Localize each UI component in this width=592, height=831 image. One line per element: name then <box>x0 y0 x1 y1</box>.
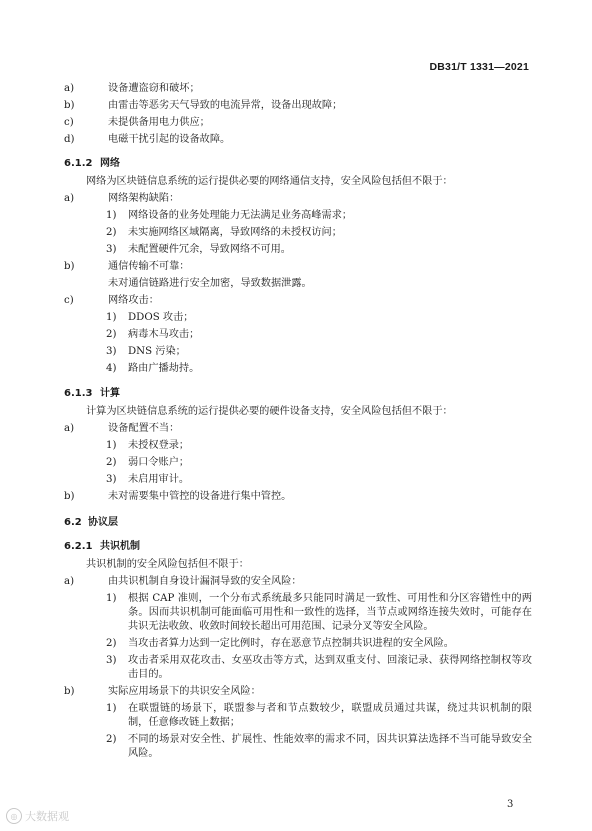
section-heading: 6.1.2 网络 <box>64 158 120 169</box>
sub-list-item: 3) 攻击者采用双花攻击、女巫攻击等方式，达到双重支付、回滚记录、获得网络控制权等攻击目的。 <box>106 655 532 680</box>
sub-list-item: 2) 未实施网络区域隔离，导致网络的未授权访问； <box>106 227 342 238</box>
sub-list-item: 2) 弱口令账户； <box>106 457 190 468</box>
page-number: 3 <box>507 799 514 810</box>
watermark-logo-icon: ◎ <box>6 808 22 824</box>
paragraph: 共识机制的安全风险包括但不限于： <box>86 559 249 570</box>
list-item: a) 网络架构缺陷： <box>64 193 180 204</box>
sub-list-item: 1) 根据 CAP 准则，一个分布式系统最多只能同时满足一致性、可用性和分区容错性中的两条。因而共识机制可能面临可用性和一致性的选择，当节点或网络连接失效时，可能存在共识无法收敛、收敛时间较长超出可用范围、记录分叉等安全风险。 <box>106 593 532 632</box>
sub-list-item: 3) 未配置硬件冗余，导致网络不可用。 <box>106 244 291 255</box>
paragraph: 未对通信链路进行安全加密，导致数据泄露。 <box>108 278 312 289</box>
watermark <box>6 808 69 824</box>
sub-list-item: 3) DNS 污染； <box>106 346 186 357</box>
section-heading: 6.2 协议层 <box>64 517 118 528</box>
sub-list-item: 2) 病毒木马攻击； <box>106 329 200 340</box>
standard-code: DB31/T 1331—2021 <box>429 61 529 73</box>
sub-list-item: 2) 不同的场景对安全性、扩展性、性能效率的需求不同，因共识算法选择不当可能导致安全风险。 <box>106 734 532 759</box>
sub-list-item: 4) 路由广播劫持。 <box>106 363 200 374</box>
list-item: a) 设备遭盗窃和破坏； <box>64 83 200 94</box>
paragraph: 计算为区块链信息系统的运行提供必要的硬件设备支持，安全风险包括但不限于： <box>86 406 453 417</box>
sub-list-item: 1) DDOS 攻击； <box>106 312 194 323</box>
list-item: d) 电磁干扰引起的设备故障。 <box>64 134 231 145</box>
paragraph: 网络为区块链信息系统的运行提供必要的网络通信支持，安全风险包括但不限于： <box>86 176 453 187</box>
watermark-text: 大数据观 <box>25 810 69 823</box>
list-item: b) 未对需要集中管控的设备进行集中管控。 <box>64 491 292 502</box>
sub-list-item: 1) 网络设备的业务处理能力无法满足业务高峰需求； <box>106 210 353 221</box>
list-item: b) 通信传输不可靠： <box>64 261 190 272</box>
list-item: a) 设备配置不当： <box>64 423 180 434</box>
sub-list-item: 2) 当攻击者算力达到一定比例时，存在恶意节点控制共识进程的安全风险。 <box>106 638 454 649</box>
sub-list-item: 1) 未授权登录； <box>106 440 190 451</box>
sub-list-item: 1) 在联盟链的场景下，联盟参与者和节点数较少，联盟成员通过共谋，绕过共识机制的限制，任意修改链上数据； <box>106 703 532 728</box>
section-heading: 6.1.3 计算 <box>64 388 120 399</box>
list-item: a) 由共识机制自身设计漏洞导致的安全风险： <box>64 576 302 587</box>
list-item: c) 网络攻击： <box>64 295 159 306</box>
list-item: c) 未提供备用电力供应； <box>64 117 210 128</box>
document-body <box>64 82 534 761</box>
sub-list-item: 3) 未启用审计。 <box>106 474 190 485</box>
section-heading: 6.2.1 共识机制 <box>64 541 140 552</box>
list-item: b) 由雷击等恶劣天气导致的电流异常，设备出现故障； <box>64 100 343 111</box>
list-item: b) 实际应用场景下的共识安全风险： <box>64 686 261 697</box>
